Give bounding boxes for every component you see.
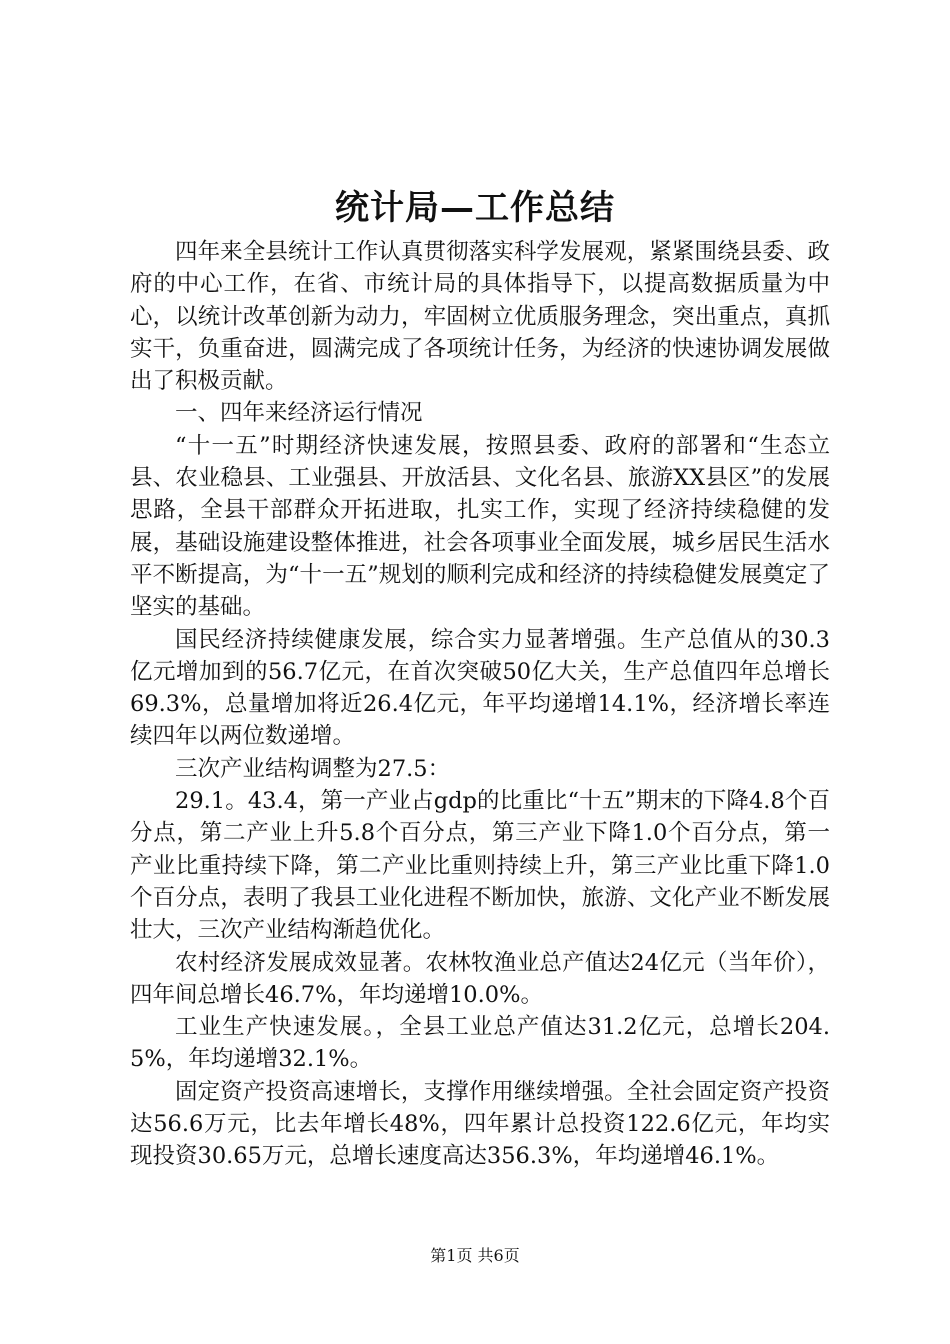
document-body (130, 236, 830, 1173)
paragraph-industry-structure: 29.1。43.4，第一产业占gdp的比重比“十五”期末的下降4.8个百分点，第二产业上升5.8个百分点，第三产业下降1.0个百分点，第一产业比重持续下降，第二产业比重则持续上升，第三产业比重下降1.0个百分点，表明了我县工业化进程不断加快，旅游、文化产业不断发展壮大，三次产业结构渐趋优化。 (130, 788, 830, 944)
page-number: 第1页 共6页 (430, 1246, 520, 1265)
paragraph-industrial-production: 工业生产快速发展。，全县工业总产值达31.2亿元，总增长204.5%，年均递增32.1%。 (130, 1014, 830, 1073)
paragraph-eleventh-five-year: “十一五”时期经济快速发展，按照县委、政府的部署和“生态立县、农业稳县、工业强县、开放活县、文化名县、旅游XX县区”的发展思路，全县干部群众开拓进取，扎实工作，实现了经济持续稳健的发展，基础设施建设整体推进，社会各项事业全面发展，城乡居民生活水平不断提高，为“十一五”规划的顺利完成和经济的持续稳健发展奠定了坚实的基础。 (130, 432, 830, 621)
paragraph-industry-structure-lead: 三次产业结构调整为27.5： (175, 755, 451, 782)
paragraph-rural-economy: 农村经济发展成效显著。农林牧渔业总产值达24亿元（当年价），四年间总增长46.7%，年均递增10.0%。 (130, 949, 830, 1008)
paragraph-national-economy: 国民经济持续健康发展，综合实力显著增强。生产总值从的30.3亿元增加到的56.7亿元，在首次突破50亿大关，生产总值四年总增长69.3%，总量增加将近26.4亿元，年平均递增14.1%，经济增长率连续四年以两位数递增。 (130, 626, 830, 750)
document-title: 统计局—工作总结 (335, 188, 615, 228)
paragraph-fixed-assets: 固定资产投资高速增长，支撑作用继续增强。全社会固定资产投资达56.6万元，比去年增长48%，四年累计总投资122.6亿元，年均实现投资30.65万元，总增长速度高达356.3%，年均递增46.1%。 (130, 1078, 830, 1170)
section-heading: 一、四年来经济运行情况 (175, 400, 423, 427)
paragraph-intro: 四年来全县统计工作认真贯彻落实科学发展观，紧紧围绕县委、政府的中心工作，在省、市统计局的具体指导下，以提高数据质量为中心，以统计改革创新为动力，牢固树立优质服务理念，突出重点，真抓实干，负重奋进，圆满完成了各项统计任务，为经济的快速协调发展做出了积极贡献。 (130, 239, 830, 395)
